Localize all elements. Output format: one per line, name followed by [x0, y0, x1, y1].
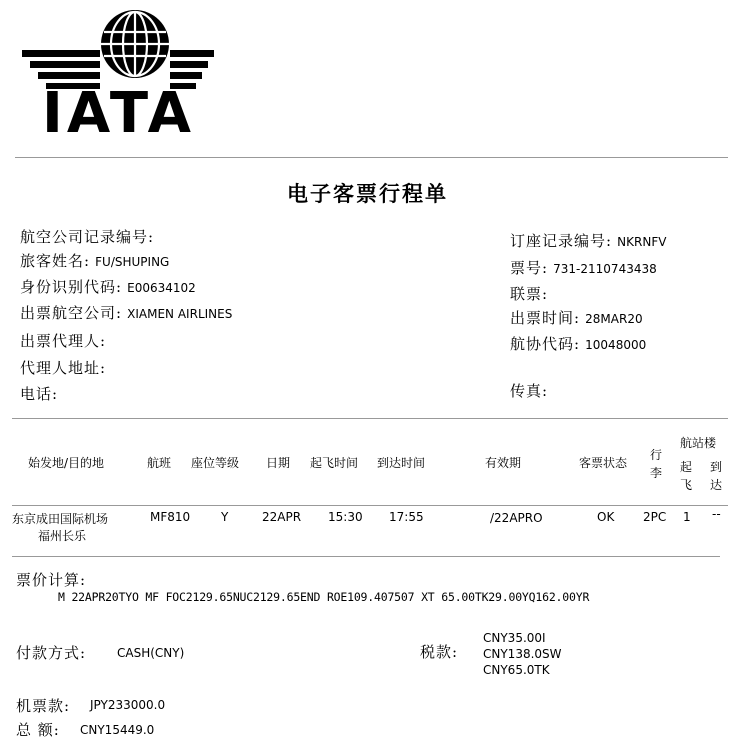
- header-arrival-time: 到达时间: [377, 456, 426, 470]
- row-terminal-arr: --: [712, 507, 721, 521]
- divider-header-row: [12, 505, 728, 506]
- header-terminal-dep: 起: [680, 460, 693, 474]
- iata-logo: [20, 6, 215, 146]
- field-value: 731-2110743438: [553, 262, 657, 276]
- row-destination: 福州长乐: [38, 529, 87, 543]
- ticket-fare-label: 机票款:: [16, 697, 71, 715]
- field-label: 订座记录编号:: [510, 232, 613, 250]
- field-label: 出票时间:: [510, 309, 581, 327]
- field-label: 航协代码:: [510, 335, 581, 353]
- field-value: NKRNFV: [617, 235, 667, 249]
- payment-label: 付款方式:: [16, 644, 87, 662]
- header-baggage-2: 李: [650, 466, 663, 480]
- field-label: 电话:: [20, 385, 59, 403]
- header-baggage-1: 行: [650, 448, 663, 462]
- iata-wordmark: IATA: [42, 81, 196, 146]
- row-validity: /22APRO: [490, 511, 543, 525]
- field-value: FU/SHUPING: [95, 255, 170, 269]
- row-origin: 东京成田国际机场: [12, 512, 109, 526]
- header-class: 座位等级: [191, 456, 240, 470]
- field-airline-record: [20, 226, 154, 247]
- tax-value-3: CNY65.0TK: [483, 663, 550, 677]
- field-label: 票号:: [510, 259, 549, 277]
- field-passenger-name: [20, 250, 169, 271]
- row-baggage: 2PC: [643, 510, 667, 524]
- ticket-fare-value: JPY233000.0: [90, 698, 166, 712]
- field-label: 代理人地址:: [20, 359, 107, 377]
- header-flight: 航班: [147, 456, 172, 470]
- header-departure-time: 起飞时间: [310, 456, 359, 470]
- divider-table-bottom: [12, 556, 720, 557]
- field-label: 联票:: [510, 285, 549, 303]
- page-title: 电子客票行程单: [287, 181, 448, 206]
- field-value: XIAMEN AIRLINES: [127, 307, 233, 321]
- field-label: 旅客姓名:: [20, 252, 91, 270]
- divider-top: [15, 157, 728, 158]
- field-phone: [20, 383, 58, 404]
- field-conjunction: [510, 283, 548, 304]
- field-label: 出票航空公司:: [20, 304, 123, 322]
- header-terminal-arr: 到: [710, 460, 723, 474]
- tax-value-2: CNY138.0SW: [483, 647, 562, 661]
- field-iata-code: [510, 333, 646, 354]
- payment-value: CASH(CNY): [117, 646, 185, 660]
- header-terminal-arr-2: 达: [710, 478, 723, 492]
- field-value: E00634102: [127, 281, 196, 295]
- row-date: 22APR: [262, 510, 302, 524]
- field-label: 传真:: [510, 382, 549, 400]
- field-fax: [510, 380, 548, 401]
- header-date: 日期: [266, 456, 291, 470]
- divider-table-top: [12, 418, 728, 419]
- row-status: OK: [597, 510, 615, 524]
- field-value: 10048000: [585, 338, 647, 352]
- row-arrival-time: 17:55: [389, 510, 424, 524]
- field-issuing-airline: [20, 302, 232, 323]
- tax-label: 税款:: [420, 643, 459, 661]
- row-flight: MF810: [150, 510, 191, 524]
- row-departure-time: 15:30: [328, 510, 363, 524]
- field-agent-address: [20, 357, 106, 378]
- total-value: CNY15449.0: [80, 723, 155, 737]
- field-value: 28MAR20: [585, 312, 643, 326]
- row-terminal-dep: 1: [683, 510, 691, 524]
- total-label: 总 额:: [16, 721, 60, 739]
- header-terminal: 航站楼: [680, 436, 717, 450]
- field-booking-record: [510, 230, 666, 251]
- fare-calc-value: M 22APR20TYO MF FOC2129.65NUC2129.65END ROE109.407507 XT 65.00TK29.00YQ162.00YR: [58, 590, 590, 604]
- field-ticket-number: [510, 257, 657, 278]
- field-label: 身份识别代码:: [20, 278, 123, 296]
- header-validity: 有效期: [485, 456, 522, 470]
- fare-calc-label: 票价计算:: [16, 571, 87, 589]
- tax-value-1: CNY35.00I: [483, 631, 546, 645]
- header-route: 始发地/目的地: [28, 456, 105, 470]
- field-id-code: [20, 276, 196, 297]
- field-issue-date: [510, 307, 643, 328]
- field-agent: [20, 330, 106, 351]
- header-status: 客票状态: [579, 456, 628, 470]
- row-class: Y: [221, 510, 229, 524]
- field-label: 出票代理人:: [20, 332, 107, 350]
- header-terminal-dep-2: 飞: [680, 478, 693, 492]
- field-label: 航空公司记录编号:: [20, 228, 155, 246]
